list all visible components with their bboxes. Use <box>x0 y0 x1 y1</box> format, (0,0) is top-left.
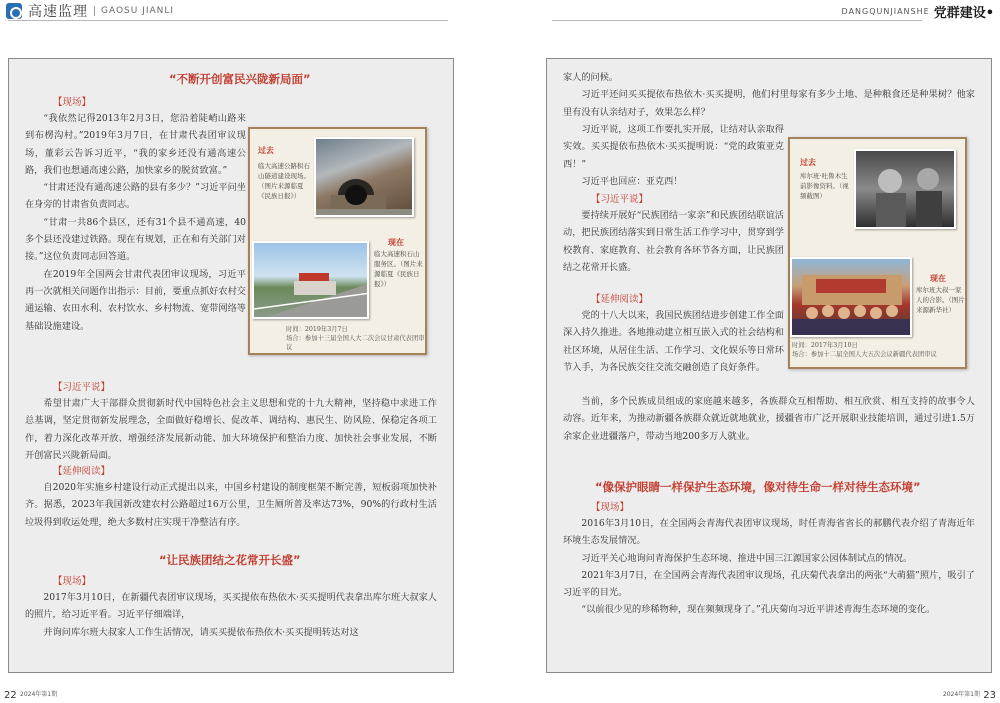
scene3-paragraph: 2016年3月10日，在全国两会青海代表团审议现场，时任青海省省长的郝鹏代表介绍了青海近年环境生态发展情况。 <box>563 518 975 547</box>
section-header <box>842 2 994 20</box>
scene-paragraph: “甘肃还没有通高速公路的县有多少？”习近平问坐在身旁的甘肃省负责同志。 <box>25 182 246 211</box>
label-talk: 【习近平说】 <box>53 382 111 393</box>
archive-photo-art <box>856 151 956 229</box>
left-page <box>8 58 454 673</box>
label-extended-right: 【延伸阅读】 <box>591 294 649 305</box>
family-photo-art <box>792 259 912 337</box>
label-scene-2: 【现场】 <box>53 576 92 587</box>
continued-paragraph: 家人的问候。 <box>563 72 619 83</box>
service-area-art <box>254 243 369 319</box>
talk-text <box>25 395 437 464</box>
continued-paragraph: 习近平说，这项工作要扎实开展，让结对认亲取得实效。买买提依布热依木·买买提明说：“党的政策亚克西！” <box>563 124 784 170</box>
label-scene: 【现场】 <box>53 97 92 108</box>
article-title-2: “让民族团结之花常开长盛” <box>159 553 301 567</box>
label-talk-right: 【习近平说】 <box>591 194 649 205</box>
scene-column <box>25 110 246 335</box>
issue-left: 2024年第1期 <box>20 691 58 698</box>
issue-right: 2024年第1期 <box>942 691 980 698</box>
past-caption: 临大高速公路积石山隧道建设现场。（图片来源临夏《民族日报》） <box>258 162 310 200</box>
scene-paragraph: “甘肃一共86个县区，还有31个县不通高速，40多个县还没建过铁路。现在有规划，正在和有关部门对接。”这位负责同志回答道。 <box>25 216 246 263</box>
article-title-1: “不断开创富民兴陇新局面” <box>169 72 311 86</box>
section-name-en: DANGQUNJIANSHE <box>841 6 930 16</box>
article-title-3: “像保护眼睛一样保护生态环境，像对待生命一样对待生态环境” <box>595 480 921 494</box>
tunnel-construction-photo <box>314 137 414 217</box>
page-number-right: 23 <box>983 690 996 701</box>
magazine-name-en: GAOSU JIANLI <box>94 6 174 16</box>
magazine-logo-icon <box>6 3 22 19</box>
extended-paragraph: 党的十八大以来，我国民族团结进步创建工作全面深入持久推进。各地推动建立相互嵌入式的社会结构和社区环境，从居住生活、工作学习、文化娱乐等日常环节入手，为各民族交往交流交融创造了良好条件。 <box>563 310 784 373</box>
scene2-paragraph: 2017年3月10日，在新疆代表团审议现场，买买提依布热依木·买买提明代表拿出库尔班大叔家人的照片，给习近平看。习近平仔细端详， <box>25 592 437 621</box>
family-photo <box>790 257 912 337</box>
talk-paragraph: 希望甘肃广大干部群众贯彻新时代中国特色社会主义思想和党的十九大精神，坚持稳中求进工作总基调，坚定贯彻新发展理念，全面做好稳增长、促改革、调结构、惠民生、防风险、保稳定各项工作，着力深化改革开放、增强经济发展新动能、加大环境保护和整治力度、加快社会事业发展，不断开创富民兴陇新局面。 <box>25 398 437 461</box>
service-area-photo <box>252 241 369 319</box>
frame-note-right: 时间：2017年3月10日 场合：参加十二届全国人大五次会议新疆代表团审议 <box>792 342 937 358</box>
tag-past: 过去 <box>258 145 274 155</box>
right-page <box>546 58 992 673</box>
scene3-paragraph: 习近平关心地询问青海保护生态环境、推进中国三江源国家公园体制试点的情况。 <box>581 552 913 564</box>
archive-photo <box>854 149 956 229</box>
page-number-left: 22 <box>4 690 17 701</box>
extended-paragraph: 当前，多个民族成员组成的家庭越来越多，各族群众互相帮助、相互欣赏、相互支持的故事令人动容。近年来，为推动新疆各族群众就近就地就业，援疆省市广泛开展职业技能培训，通过引进1.5万余家企业进疆落户，带动当地200多万人就业。 <box>563 396 975 442</box>
now-caption: 临大高速积石山服务区。（图片来源临夏《民族日报》） <box>374 250 423 288</box>
past-caption-right: 库尔班·吐鲁木生前影像资料。（视频截图） <box>800 172 849 200</box>
scene3-text <box>563 515 975 619</box>
right-column <box>563 121 784 190</box>
magazine-name: 高速监理 <box>28 4 88 20</box>
extended-paragraph: 自2020年实施乡村建设行动正式提出以来，中国乡村建设的制度框架不断完善，短板弱项加快补齐。据悉，2023年我国新改建农村公路超过16万公里，卫生厕所普及率达73%，90%的行政村生活垃圾得到收运处理，绝大多数村庄实现干净整洁有序。 <box>25 482 437 528</box>
label-extended: 【延伸阅读】 <box>53 466 111 477</box>
continued-paragraph: 习近平还问买买提依布热依木·买买提明，他们村里每家有多少土地、是种粮食还是种果树？他家里有没有认亲结对子，效果怎么样？ <box>563 89 975 118</box>
scene3-paragraph: 2021年3月7日，在全国两会青海代表团审议现场，孔庆菊代表拿出的两张“大萌猫”照片，吸引了习近平的目光。 <box>563 569 975 599</box>
extended-text <box>25 479 437 531</box>
extended-column-right <box>563 307 784 376</box>
photo-frame <box>248 127 427 355</box>
scene2-text <box>25 589 437 641</box>
scene3-paragraph: “以前很少见的珍稀物种，现在频频现身了。”孔庆菊向习近平讲述青海生态环境的变化。 <box>581 604 936 616</box>
scene-paragraph: “我依然记得2013年2月3日，您沿着陡峭山路来到布楞沟村。”2019年3月7日，在甘肃代表团审议现场，董彩云告诉习近平，“我的家乡还没有通高速公路，我们也想通高速公路，加快家乡的脱贫致富。” <box>25 113 246 176</box>
section-name: 党群建设• <box>933 5 994 21</box>
continued-paragraph: 习近平也回应：亚克西！ <box>581 175 683 187</box>
tunnel-photo-art <box>316 139 414 217</box>
talk-text-right <box>563 207 784 276</box>
header-divider-right <box>552 20 922 21</box>
scene2-paragraph: 并询问库尔班大叔家人工作生活情况，请买买提依布热依木·买买提明转达对这 <box>43 626 359 638</box>
label-scene-3: 【现场】 <box>591 502 630 513</box>
tag-now: 现在 <box>388 237 404 247</box>
scene-paragraph: 在2019年全国两会甘肃代表团审议现场，习近平再一次就相关问题作出指示：目前，要重点抓好农村交通运输、农田水利、农村饮水、乡村物流、宽带网络等基础设施建设。 <box>25 268 246 332</box>
frame-note: 时间：2019年3月7日 场合：参加十三届全国人大二次会议甘肃代表团审议 <box>286 326 425 351</box>
extended-text-right <box>563 393 975 445</box>
header-divider-left <box>8 20 448 21</box>
tag-past-right: 过去 <box>800 157 816 167</box>
magazine-header <box>6 2 174 20</box>
talk-paragraph: 要持续开展好“民族团结一家亲”和民族团结联谊活动，把民族团结落实到日常生活工作学习中，贯穿到学校教育、家庭教育、社会教育各环节各方面，让民族团结之花常开长盛。 <box>563 210 784 273</box>
tag-now-right: 现在 <box>930 273 946 283</box>
now-caption-right: 库尔班大叔一家人的合影。（图片来源新华社） <box>916 286 965 314</box>
photo-frame-right <box>788 137 967 369</box>
continued-text <box>563 69 975 121</box>
